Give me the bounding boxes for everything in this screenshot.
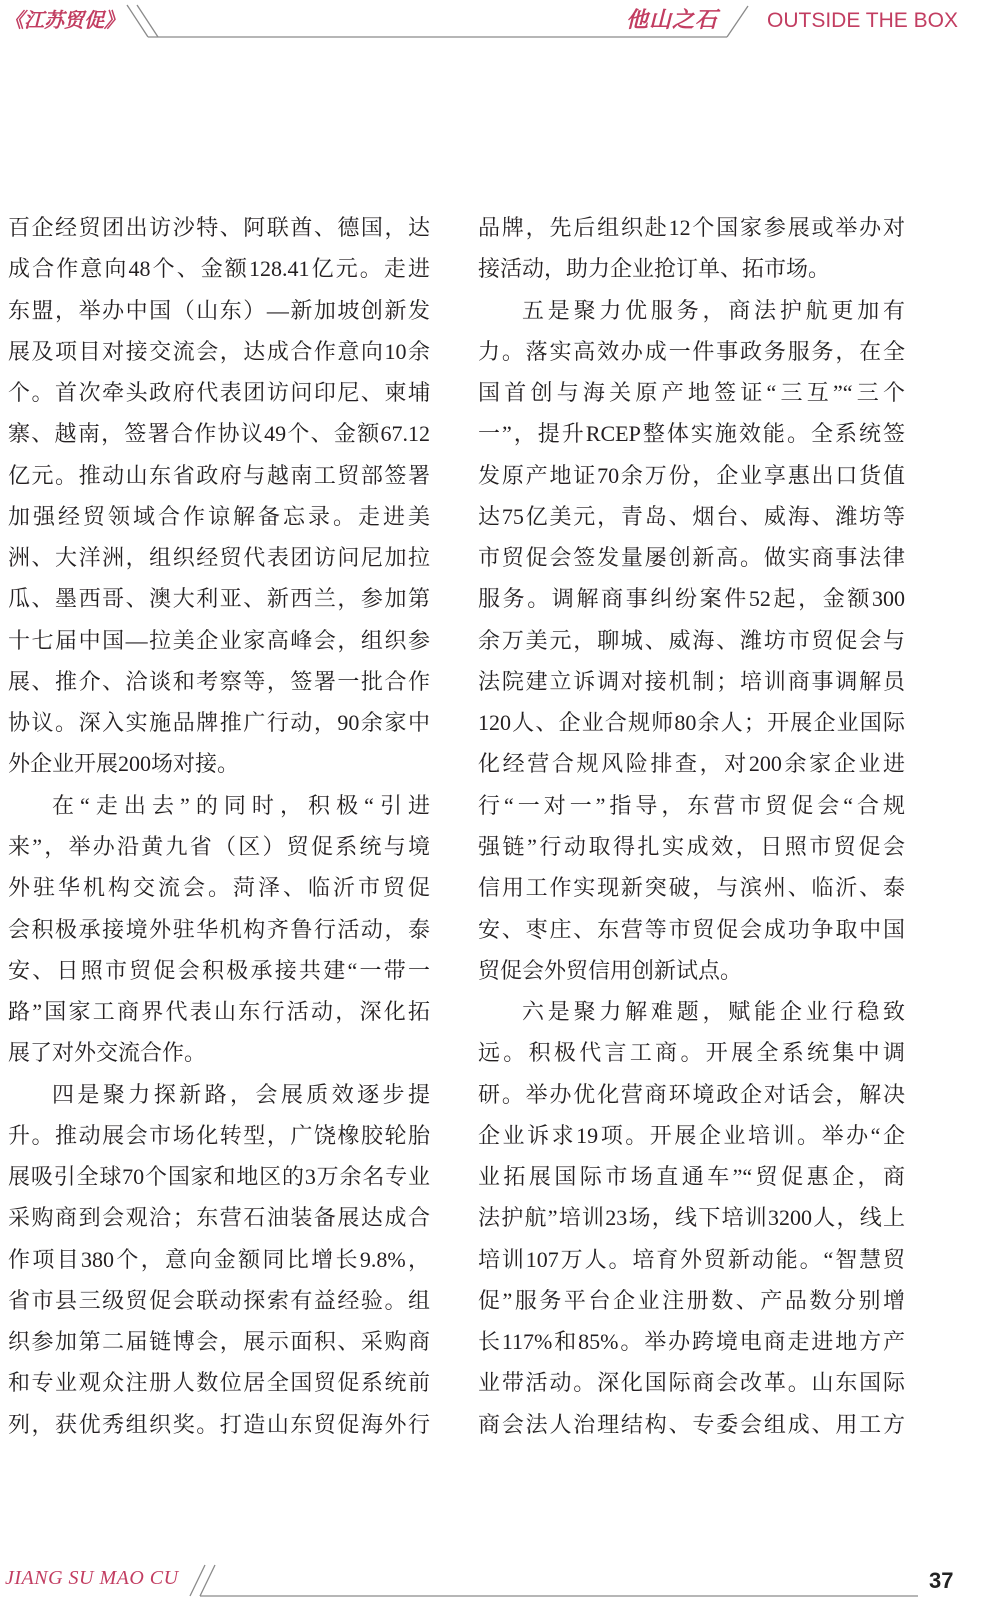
text-line: 培训107万人。培育外贸新动能。“智慧贸	[478, 1246, 905, 1272]
text-line: 一”，提升RCEP整体实施效能。全系统签	[478, 421, 905, 447]
page-header	[0, 0, 1000, 48]
right-column	[478, 207, 905, 1445]
text-line: 会积极承接境外驻华机构齐鲁行活动，泰	[8, 916, 430, 942]
text-line: 贸促会外贸信用创新试点。	[478, 957, 743, 983]
text-line: 法护航”培训23场，线下培训3200人，线上	[478, 1205, 905, 1231]
text-line: 外企业开展200场对接。	[8, 751, 240, 777]
text-line: 信用工作实现新突破，与滨州、临沂、泰	[478, 875, 905, 901]
text-line: 来”，举办沿黄九省（区）贸促系统与境	[8, 833, 430, 859]
text-line: 远。积极代言工商。开展全系统集中调	[478, 1040, 905, 1066]
text-line: 升。推动展会市场化转型，广饶橡胶轮胎	[8, 1122, 430, 1148]
text-line: 120人、企业合规师80余人；开展企业国际	[478, 710, 905, 736]
paragraph	[478, 991, 905, 1445]
text-line: 织参加第二届链博会，展示面积、采购商	[8, 1329, 430, 1355]
text-line: 省市县三级贸促会联动探索有益经验。组	[8, 1287, 430, 1313]
text-line: 业带活动。深化国际商会改革。山东国际	[478, 1370, 905, 1396]
text-line: 力。落实高效办成一件事政务服务，在全	[478, 338, 905, 364]
text-line: 品牌，先后组织赴12个国家参展或举办对	[478, 215, 905, 240]
header-backslash-1	[127, 5, 148, 37]
text-line: 路”国家工商界代表山东行活动，深化拓	[8, 999, 430, 1025]
text-line: 达75亿美元，青岛、烟台、威海、潍坊等	[478, 503, 905, 529]
text-line: 发原产地证70余万份，企业享惠出口货值	[478, 462, 905, 488]
text-line: 余万美元，聊城、威海、潍坊市贸促会与	[478, 627, 905, 653]
paragraph	[8, 207, 430, 785]
text-line: 个。首次牵头政府代表团访问印尼、柬埔	[8, 380, 430, 406]
text-line: 商会法人治理结构、专委会组成、用工方	[478, 1411, 905, 1437]
text-line: 洲、大洋洲，组织经贸代表团访问尼加拉	[8, 545, 430, 571]
text-line: 寨、越南，签署合作协议49个、金额67.12	[8, 421, 430, 447]
paragraph	[478, 207, 905, 290]
paragraph	[8, 1074, 430, 1445]
text-line: 安、枣庄、东营等市贸促会成功争取中国	[478, 916, 905, 942]
text-line: 研。举办优化营商环境政企对话会，解决	[478, 1081, 905, 1107]
text-line: 安、日照市贸促会积极承接共建“一带一	[8, 957, 430, 983]
page-footer	[0, 1556, 1000, 1606]
header-slash	[727, 6, 748, 37]
text-line: 协议。深入实施品牌推广行动，90余家中	[8, 710, 430, 736]
section-title: 他山之石	[626, 7, 719, 33]
left-column	[8, 207, 430, 1445]
paragraph	[8, 785, 430, 1074]
text-line: 业拓展国际市场直通车”“贸促惠企，商	[478, 1164, 905, 1190]
text-line: 在“走出去”的同时，积极“引进	[52, 792, 430, 818]
text-line: 外驻华机构交流会。菏泽、临沂市贸促	[8, 875, 430, 901]
section-title-english: OUTSIDE THE BOX	[767, 9, 958, 32]
page-number: 37	[929, 1568, 954, 1593]
text-line: 展及项目对接交流会，达成合作意向10余	[8, 338, 430, 364]
text-line: 四是聚力探新路，会展质效逐步提	[52, 1081, 430, 1107]
text-line: 瓜、墨西哥、澳大利亚、新西兰，参加第	[8, 586, 430, 612]
text-line: 长117%和85%。举办跨境电商走进地方产	[478, 1329, 905, 1355]
text-line: 行“一对一”指导，东营市贸促会“合规	[478, 792, 905, 818]
text-line: 法院建立诉调对接机制；培训商事调解员	[478, 668, 905, 694]
text-line: 服务。调解商事纠纷案件52起，金额300	[478, 586, 905, 612]
text-line: 和专业观众注册人数位居全国贸促系统前	[8, 1370, 430, 1396]
text-line: 加强经贸领域合作谅解备忘录。走进美	[8, 503, 430, 529]
text-line: 促”服务平台企业注册数、产品数分别增	[478, 1287, 905, 1313]
paragraph	[478, 290, 905, 992]
text-line: 列，获优秀组织奖。打造山东贸促海外行	[8, 1411, 430, 1437]
header-backslash-2	[137, 5, 158, 37]
magazine-title: 《江苏贸促》	[4, 8, 124, 32]
text-line: 接活动，助力企业抢订单、拓市场。	[478, 256, 831, 282]
text-line: 十七届中国—拉美企业家高峰会，组织参	[8, 627, 430, 653]
text-line: 作项目380个，意向金额同比增长9.8%，	[8, 1246, 430, 1272]
text-line: 化经营合规风险排查，对200余家企业进	[478, 751, 905, 777]
text-line: 五是聚力优服务，商法护航更加有	[522, 297, 905, 323]
text-line: 展、推介、洽谈和考察等，签署一批合作	[8, 668, 430, 694]
text-line: 企业诉求19项。开展企业培训。举办“企	[478, 1122, 905, 1148]
text-line: 强链”行动取得扎实成效，日照市贸促会	[478, 833, 905, 859]
text-line: 国首创与海关原产地签证“三互”“三个	[478, 380, 905, 406]
text-line: 百企经贸团出访沙特、阿联酋、德国，达	[8, 215, 430, 240]
text-line: 成合作意向48个、金额128.41亿元。走进	[8, 256, 430, 282]
text-line: 采购商到会观洽；东营石油装备展达成合	[8, 1205, 430, 1231]
text-line: 六是聚力解难题，赋能企业行稳致	[522, 999, 905, 1025]
text-line: 市贸促会签发量屡创新高。做实商事法律	[478, 545, 905, 571]
text-line: 亿元。推动山东省政府与越南工贸部签署	[8, 462, 430, 488]
magazine-name-pinyin: JIANG SU MAO CU	[5, 1567, 179, 1589]
text-line: 东盟，举办中国（山东）—新加坡创新发	[8, 297, 430, 323]
text-line: 展了对外交流合作。	[8, 1040, 207, 1066]
text-line: 展吸引全球70个国家和地区的3万余名专业	[8, 1164, 430, 1190]
